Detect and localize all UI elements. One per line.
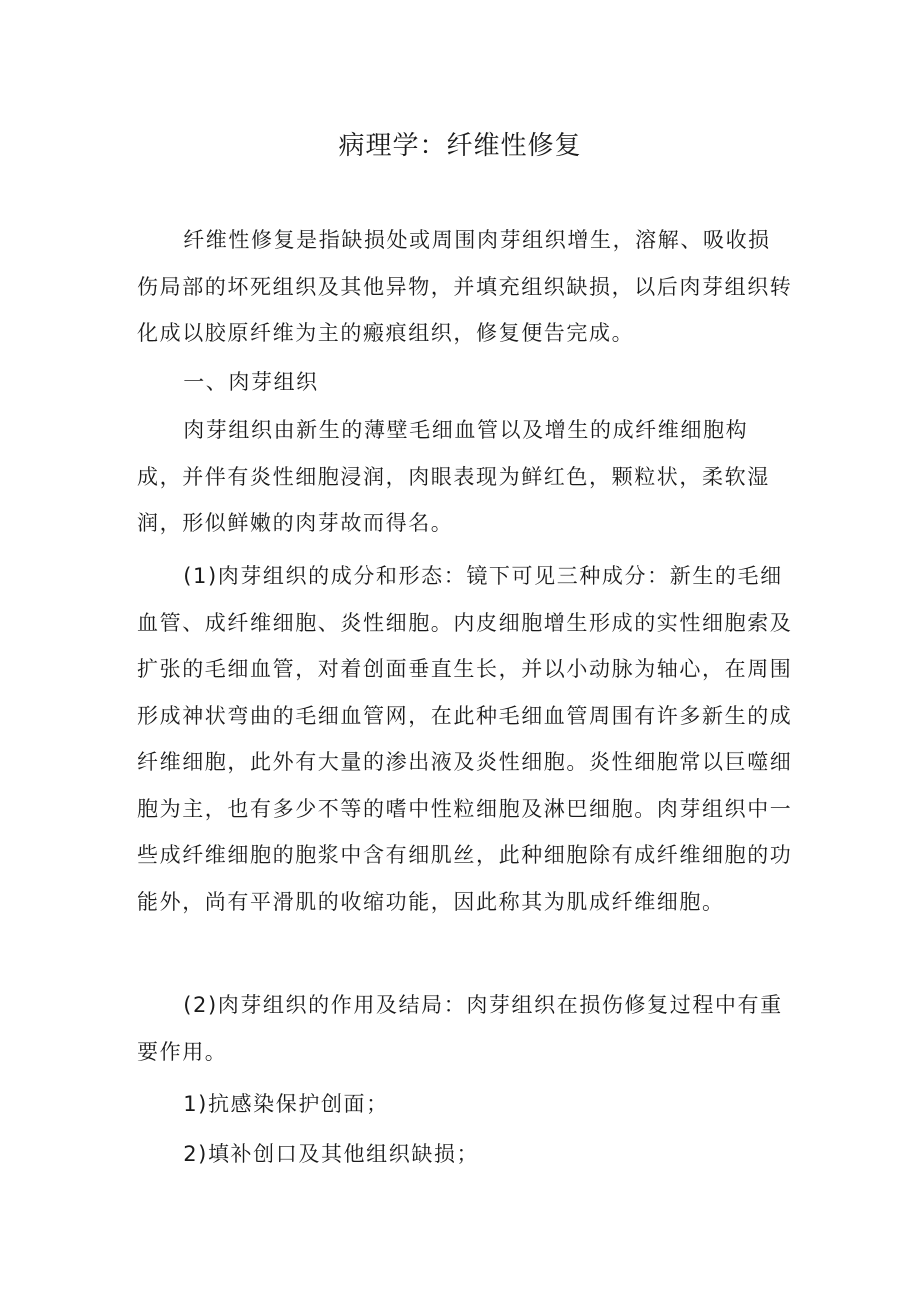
list-item-anti-infection: 1)抗感染保护创面； [183,1092,389,1116]
document-title: 病理学：纤维性修复 [338,131,582,161]
section-heading-granulation-tissue: 一、肉芽组织 [183,370,319,394]
list-item-fill-defect: 2)填补创口及其他组织缺损； [183,1142,480,1166]
function-paragraph: (2)肉芽组织的作用及结局：肉芽组织在损伤修复过程中有重要作用。 [137,993,783,1064]
intro-paragraph: 纤维性修复是指缺损处或周围肉芽组织增生，溶解、吸收损伤局部的坏死组织及其他异物，并填充组织缺损，以后肉芽组织转化成以胶原纤维为主的瘢痕组织，修复便告完成。 [137,228,793,345]
section-intro-paragraph: 肉芽组织由新生的薄壁毛细血管以及增生的成纤维细胞构成，并伴有炎性细胞浸润，肉眼表现为鲜红色，颗粒状，柔软湿润，形似鲜嫩的肉芽故而得名。 [137,418,770,535]
composition-paragraph: (1)肉芽组织的成分和形态：镜下可见三种成分：新生的毛细血管、成纤维细胞、炎性细胞。内皮细胞增生形成的实性细胞索及扩张的毛细血管，对着创面垂直生长，并以小动脉为轴心，在周围形成神状弯曲的毛细血管网，在此种毛细血管周围有许多新生的成纤维细胞，此外有大量的渗出液及炎性细胞。炎性细胞常以巨噬细胞为主，也有多少不等的嗜中性粒细胞及淋巴细胞。肉芽组织中一些成纤维细胞的胞浆中含有细肌丝，此种细胞除有成纤维细胞的功能外，尚有平滑肌的收缩功能，因此称其为肌成纤维细胞。 [137,564,793,914]
